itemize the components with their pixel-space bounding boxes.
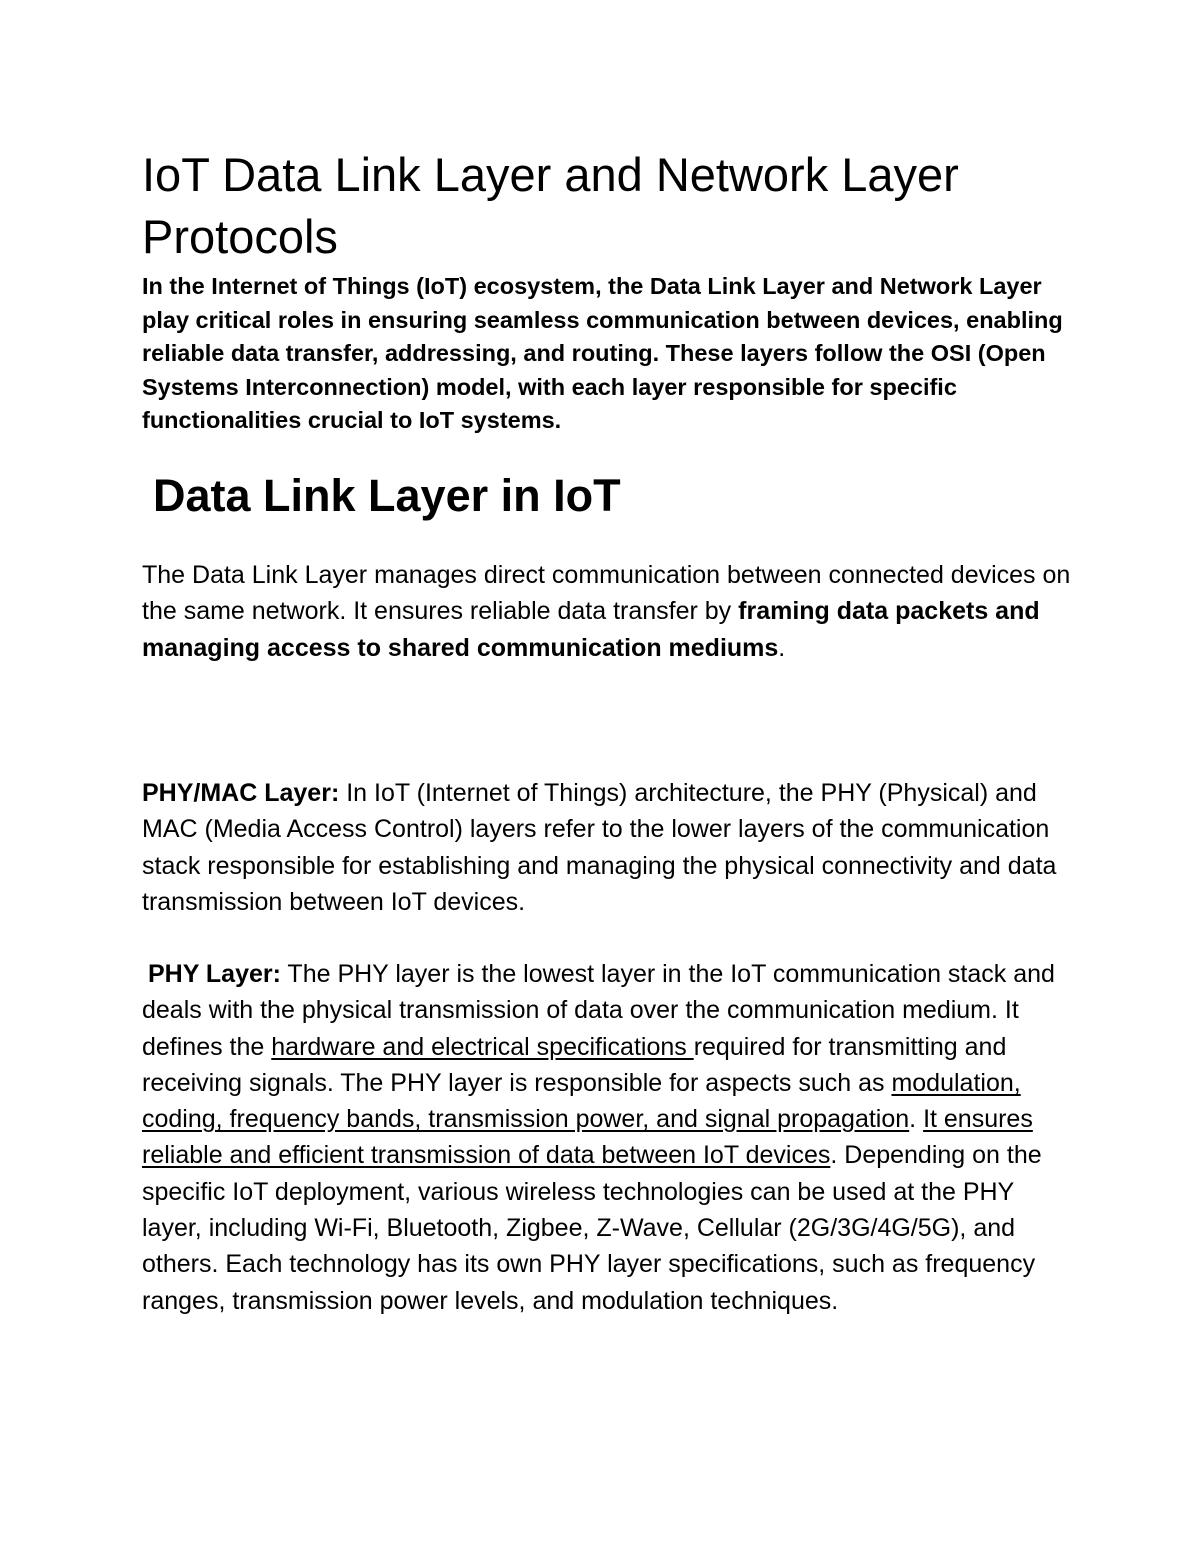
intro-paragraph: [142, 270, 1072, 438]
intro-text: In the Internet of Things (IoT) ecosystem, the Data Link Layer and Network Layer play critical roles in ensuring seamless communication between devices, enabling reliable data transfer, addressing, and routing. These layers follow the OSI (Open Systems Interconnection) model, with each layer responsible for specific functionalities crucial to IoT systems.: [142, 273, 1063, 434]
phy-mac-paragraph: [142, 775, 1072, 920]
data-link-layer-paragraph: [142, 557, 1072, 666]
phy-text-3: .: [909, 1105, 924, 1134]
phy-mac-text: In IoT (Internet of Things) architecture, the PHY (Physical) and MAC (Media Access Control) layers refer to the lower layers of the communication stack responsible for establishing and managing the physical connectivity and data transmission between IoT devices.: [142, 779, 1057, 916]
phy-underline-1: hardware and electrical specifications: [271, 1032, 694, 1061]
dll-bold-text: framing data packets and managing access to shared communication mediums: [142, 597, 1040, 662]
phy-text-1: The PHY layer is the lowest layer in the IoT communication stack and deals with the physical transmission of data over the communication medium. It defines the: [142, 960, 1055, 1061]
phy-text-2: required for transmitting and receiving signals. The PHY layer is responsible for aspects such as: [142, 1032, 1007, 1097]
section-heading: Data Link Layer in IoT: [153, 470, 621, 521]
phy-layer-label: PHY Layer:: [148, 960, 281, 988]
phy-text-4: . Depending on the specific IoT deployment, various wireless technologies can be used at the PHY layer, including Wi-Fi, Bluetooth, Zigbee, Z-Wave, Cellular (2G/3G/4G/5G), and others. Each technology has its own PHY layer specifications, such as frequency ranges, transmission power levels, and modulation techniques.: [142, 1141, 1042, 1315]
phy-underline-3: It ensures reliable and efficient transmission of data between IoT devices: [142, 1105, 1033, 1170]
dll-text-1: The Data Link Layer manages direct communication between connected devices on the same network. It ensures reliable data transfer by: [142, 561, 1071, 626]
phy-mac-label: PHY/MAC Layer:: [142, 779, 340, 807]
dll-text-2: .: [778, 633, 786, 662]
phy-underline-2: modulation, coding, frequency bands, transmission power, and signal propagation: [142, 1068, 1021, 1134]
document-title: IoT Data Link Layer and Network Layer Protocols: [142, 148, 959, 263]
phy-layer-paragraph: [142, 956, 1072, 1319]
